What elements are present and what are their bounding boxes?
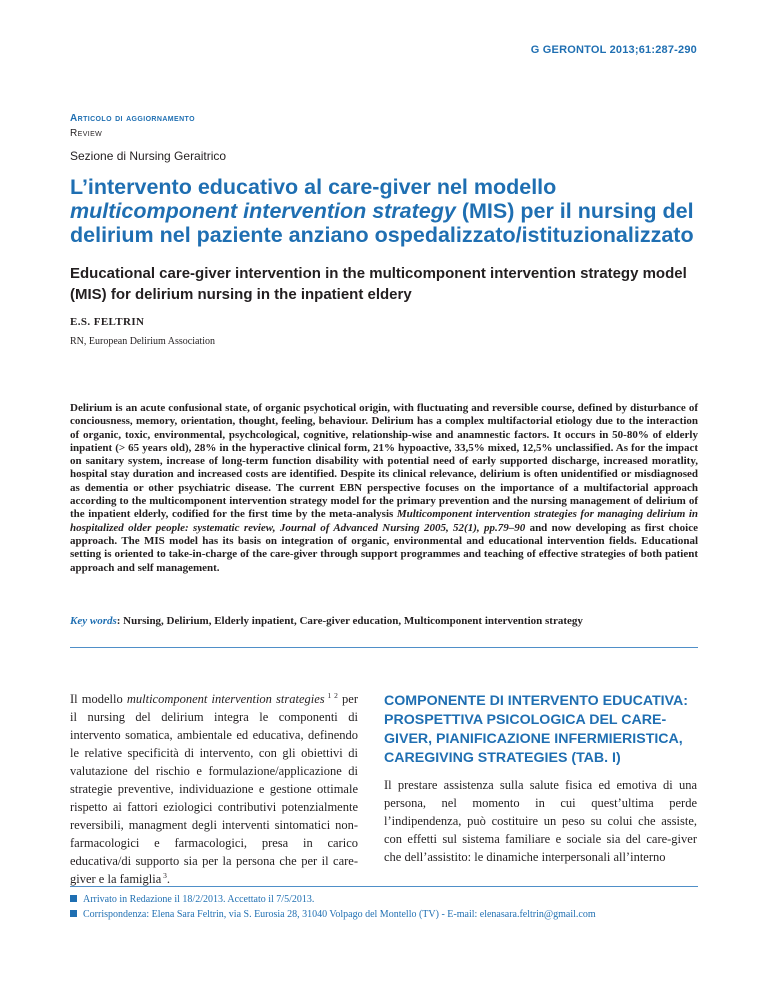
bullet-square-icon [70,895,77,902]
reference-superscript: 1 2 [324,690,338,700]
title-part-2: (MIS) per il nursing del delirium nel paziente anziano ospedalizzato/istituzionalizzato [70,199,694,247]
abstract [70,402,698,575]
body-right-column: Il prestare assistenza sulla salute fisica ed emotiva di una persona, nel momento in cui quest’ultima perde l’indipendenza, può costituire un peso su colui che assiste, con effetti sul sistema familiare e sociale sia del care-giver che dell’assistito: le dinamiche interpersonali all’interno [384,778,697,864]
footnote-received [70,893,710,906]
author-affiliation: RN, European Delirium Association [70,336,215,347]
bullet-square-icon [70,910,77,917]
left-text-1: Il modello [70,692,127,706]
left-italic-term: multicomponent intervention strategies [126,692,325,706]
article-subtitle-english: Educational care-giver intervention in the multicomponent intervention strategy model (MIS) for delirium nursing in the inpatient eldery [70,265,687,303]
reference-superscript-2: 3 [161,870,167,880]
abstract-citation: Multicomponent intervention strategies for managing delirium in hospitalized older people: systematic review, Journal of Advanced Nursing 2005, 52(1), pp.79–90 [70,508,698,534]
article-type-label-en: Review [70,128,103,139]
footnote-correspondence-text: Corrispondenza: Elena Sara Feltrin, via S. Eurosia 28, 31040 Volpago del Montello (TV) - E-mail: elenasara.feltrin@gmail.com [83,909,596,920]
title-italic-term: multicomponent intervention strategy [70,199,456,223]
body-left-column [70,690,358,888]
footnote-correspondence [70,908,710,921]
left-text-2: per il nursing del delirium integra le componenti di intervento somatica, ambientale ed educativa, definendo le relative specificità di intervento, con gli obiettivi di valutazione del rischio e formulazione/applicazione di strategie preventive, individuazione e gestione ottimale rispetto ai fattori eziologici contributivi potenzialmente reversibili, managment degli interventi sintomatici non-farmacologici e farmacologici, presa in carico educativa/di supporto sia per la persona che per il care-giver e la famiglia [70,692,358,886]
footnote-divider [70,886,698,887]
abstract-text-2: and now developing as first choice approach. The MIS model has its basis on integration of organic, environmental and educational intervention fields. Educational setting is oriented to take-in-charge of the care-giver through support programmes and teaching of effective strategies of both patient approach and self management. [70,521,698,574]
left-text-end: . [166,872,171,886]
footnote-received-text: Arrivato in Redazione il 18/2/2013. Accettato il 7/5/2013. [83,894,315,905]
journal-reference: G GERONTOL 2013;61:287-290 [530,44,697,56]
keywords-list: : Nursing, Delirium, Elderly inpatient, Care-giver education, Multicomponent intervention strategy [116,615,583,627]
keywords-label: Key words [70,615,117,627]
article-type-label: Articolo di aggiornamento [70,113,195,124]
article-title [70,175,700,247]
body-section-heading: COMPONENTE DI INTERVENTO EDUCATIVA: PROSPETTIVA PSICOLOGICA DEL CARE-GIVER, PIANIFICAZIONE INFERMIERISTICA, CAREGIVING STRATEGIES (TAB. I) [384,693,688,766]
keywords [70,614,698,628]
section-divider [70,647,698,648]
author-name: E.S. FELTRIN [70,316,145,328]
title-part-1: L’intervento educativo al care-giver nel modello [70,175,557,199]
abstract-text-1: Delirium is an acute confusional state, of organic psychotical origin, with fluctuating and reversible course, defined by disturbance of conciousness, memory, orientation, thought, feeling, behaviour. Delirium has a complex multifactorial etiology due to the interaction of organic, toxic, environmental, psychcological, cognitive, relationship-wise and anamnestic factors. It occurs in 50-80% of elderly inpatient (> 65 years old), 28% in the hyperactive clinical form, 21% hypoactive, 33,5% mixed, 12,5% unclassified. As for the impact on sanitary system, increase of long-term function disability with potential need of early supported discharge, increased moratlity, hospital stay duration and increased costs are identified. Despite its clinical relevance, delirium is often unidentified or misdiagnosed as dementia or other psychiatric disease. The current EBN perspective focuses on the importance of a multifactorial approach according to the multicomponent intervention strategy model for the primary prevention and the nursing management of delirium of the inpatient elderly, codified for the first time by the meta-analysis [70,402,698,521]
journal-section-name: Sezione di Nursing Geraitrico [70,149,227,163]
